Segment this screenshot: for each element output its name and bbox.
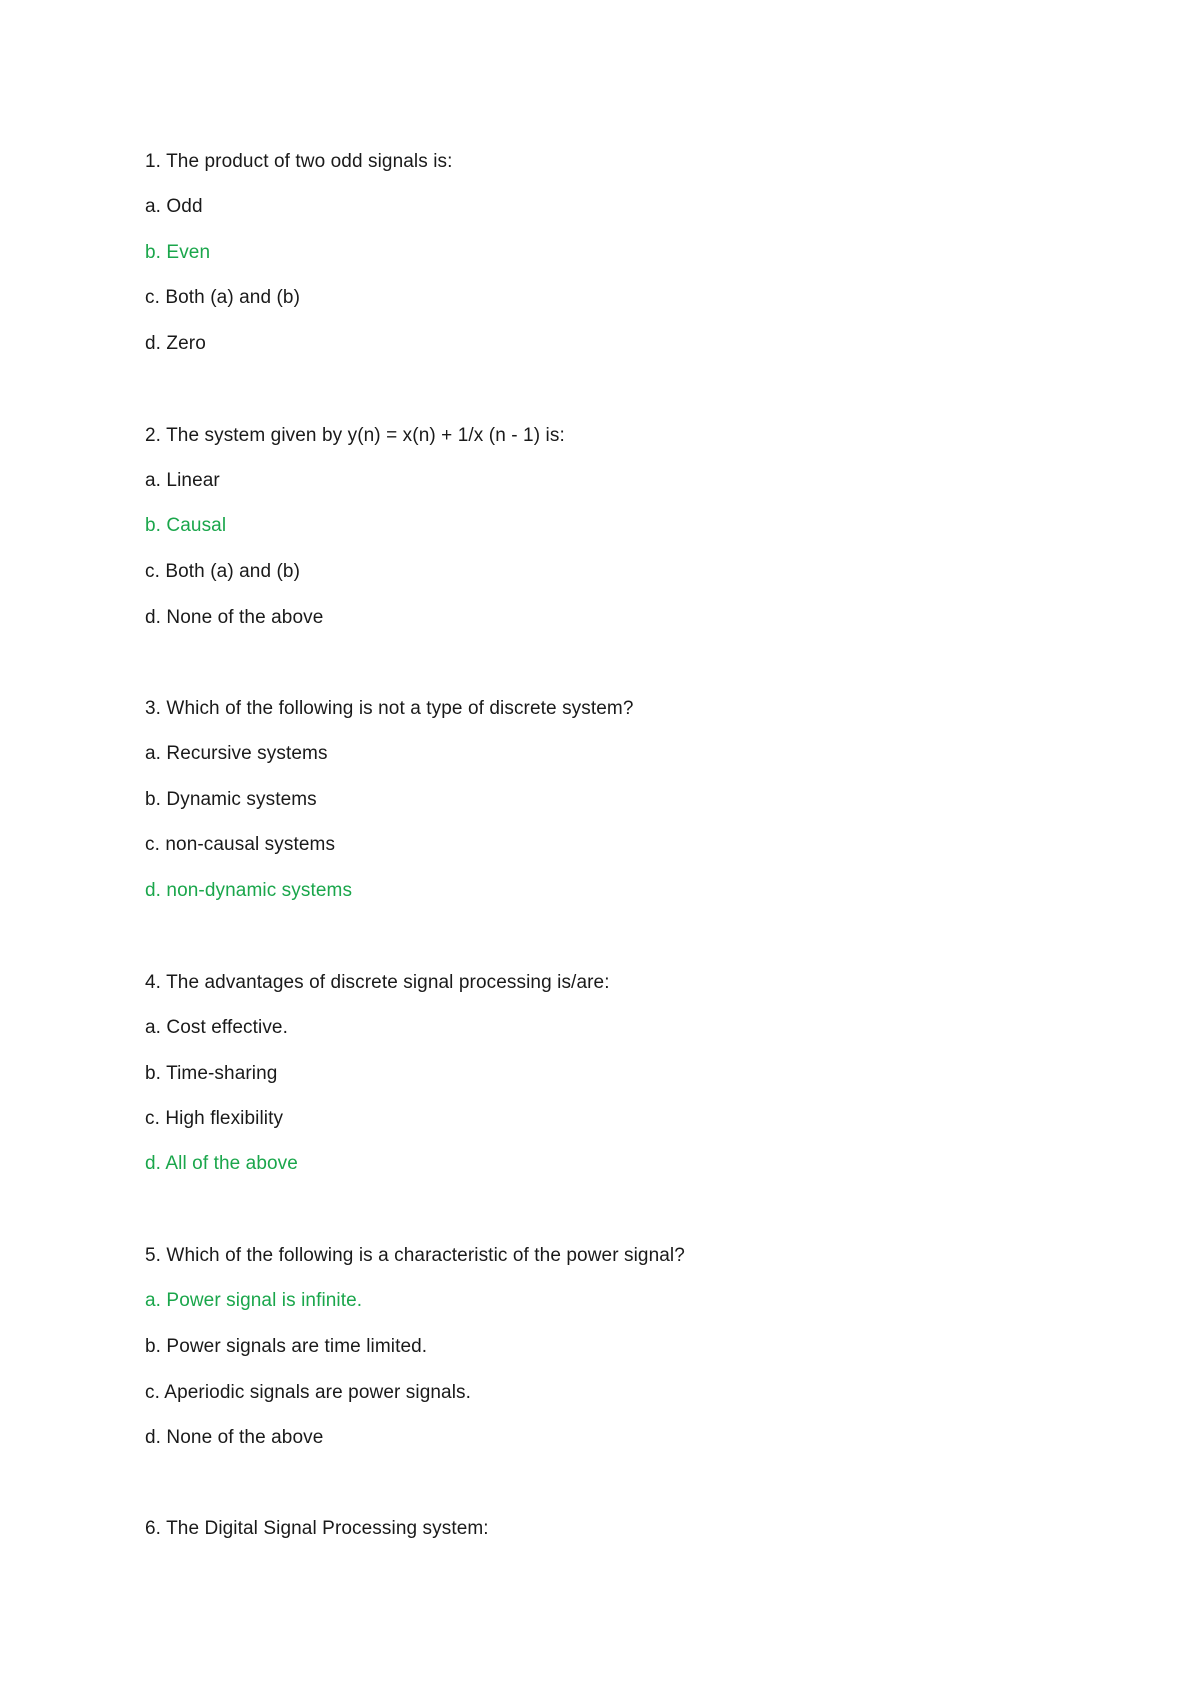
- option-a: a. Linear: [145, 470, 220, 491]
- option-d: d. None of the above: [145, 1427, 324, 1448]
- option-b: b. Time-sharing: [145, 1063, 278, 1084]
- option-a: a. Odd: [145, 196, 203, 217]
- option-d-correct: d. non-dynamic systems: [145, 880, 353, 901]
- option-c: c. non-causal systems: [145, 834, 336, 855]
- option-a: a. Cost effective.: [145, 1017, 288, 1038]
- option-d-correct: d. All of the above: [145, 1153, 298, 1174]
- option-c: c. Both (a) and (b): [145, 561, 301, 582]
- option-a-correct: a. Power signal is infinite.: [145, 1290, 363, 1311]
- option-d: d. None of the above: [145, 607, 324, 628]
- question-text: 5. Which of the following is a characteristic of the power signal?: [145, 1245, 685, 1266]
- option-b-correct: b. Causal: [145, 515, 227, 536]
- option-c: c. Both (a) and (b): [145, 287, 301, 308]
- question-text: 1. The product of two odd signals is:: [145, 151, 453, 172]
- option-c: c. High flexibility: [145, 1108, 284, 1129]
- question-text: 4. The advantages of discrete signal processing is/are:: [145, 972, 610, 993]
- option-c: c. Aperiodic signals are power signals.: [145, 1382, 472, 1403]
- option-a: a. Recursive systems: [145, 743, 328, 764]
- option-b: b. Power signals are time limited.: [145, 1336, 428, 1357]
- question-text: 6. The Digital Signal Processing system:: [145, 1518, 489, 1539]
- question-text: 3. Which of the following is not a type of discrete system?: [145, 698, 634, 719]
- option-d: d. Zero: [145, 333, 206, 354]
- option-b: b. Dynamic systems: [145, 789, 317, 810]
- option-b-correct: b. Even: [145, 242, 211, 263]
- question-text: 2. The system given by y(n) = x(n) + 1/x (n - 1) is:: [145, 425, 565, 446]
